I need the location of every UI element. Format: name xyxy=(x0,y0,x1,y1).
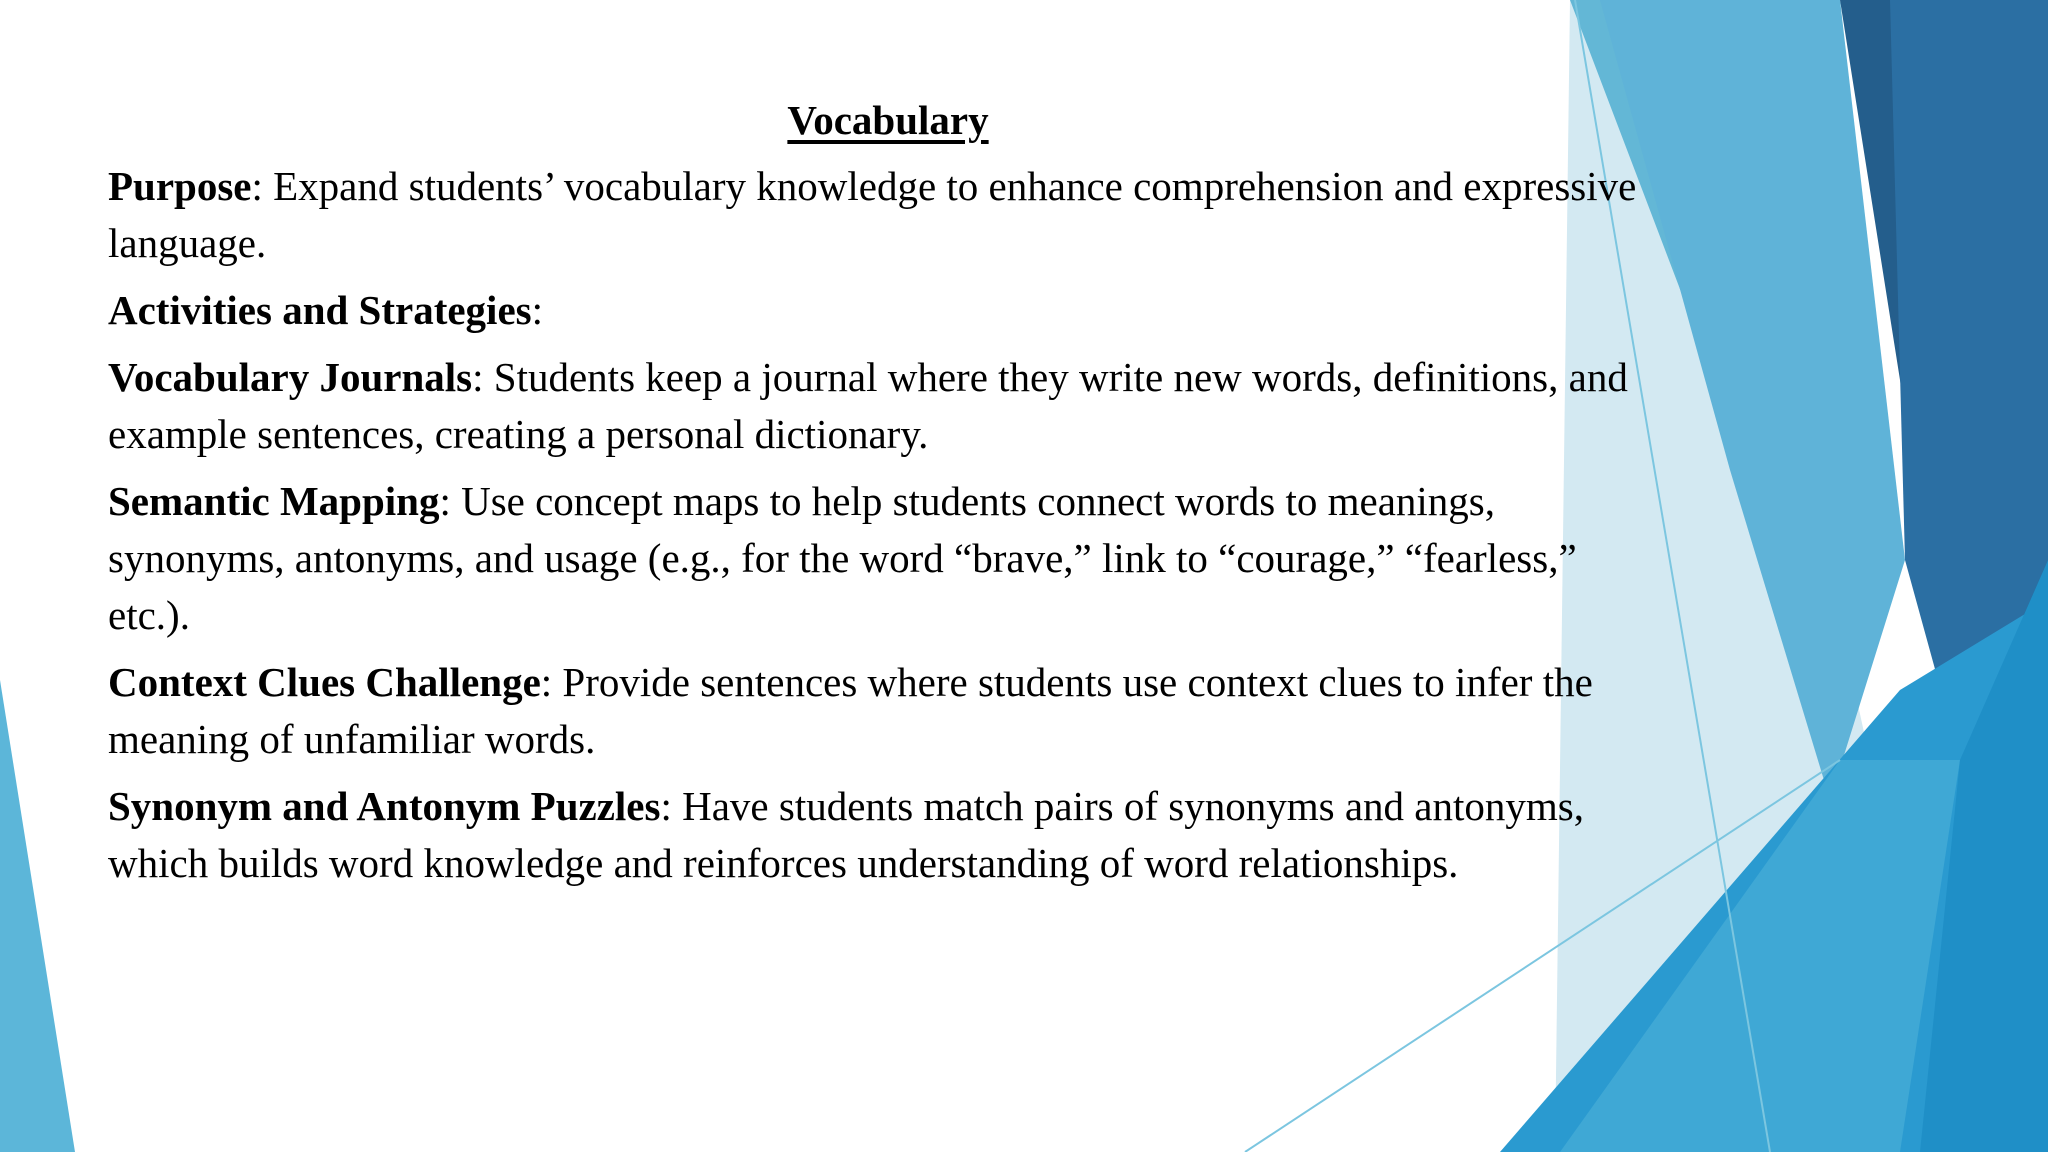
term-label: Vocabulary Journals xyxy=(108,354,473,400)
paragraph-context-clues xyxy=(108,654,1668,768)
term-label: Synonym and Antonym Puzzles xyxy=(108,783,661,829)
slide-content xyxy=(108,92,1668,902)
term-description: : Provide sentences where students use context clues to infer the meaning of unfamiliar words. xyxy=(108,659,1593,762)
term-label: Purpose xyxy=(108,163,252,209)
paragraph-semantic-mapping xyxy=(108,473,1668,644)
term-label: Activities and Strategies xyxy=(108,287,532,333)
term-description: : Have students match pairs of synonyms and antonyms, which builds word knowledge and reinforces understanding of word relationships. xyxy=(108,783,1584,886)
term-description: : xyxy=(531,287,543,333)
term-description: : Use concept maps to help students connect words to meanings, synonyms, antonyms, and usage (e.g., for the word “brave,” link to “courage,” “fearless,” etc.). xyxy=(108,478,1577,638)
term-label: Semantic Mapping xyxy=(108,478,440,524)
left-edge-shape xyxy=(0,680,75,1152)
paragraph-synonym-antonym-puzzles xyxy=(108,778,1668,892)
term-description: : Expand students’ vocabulary knowledge to enhance comprehension and expressive language. xyxy=(108,163,1637,266)
paragraph-activities-heading xyxy=(108,282,1668,339)
term-description: : Students keep a journal where they write new words, definitions, and example sentences, creating a personal dictionary. xyxy=(108,354,1628,457)
slide-title: Vocabulary xyxy=(787,97,989,143)
term-label: Context Clues Challenge xyxy=(108,659,541,705)
paragraph-vocabulary-journals xyxy=(108,349,1668,463)
paragraph-purpose xyxy=(108,158,1668,272)
